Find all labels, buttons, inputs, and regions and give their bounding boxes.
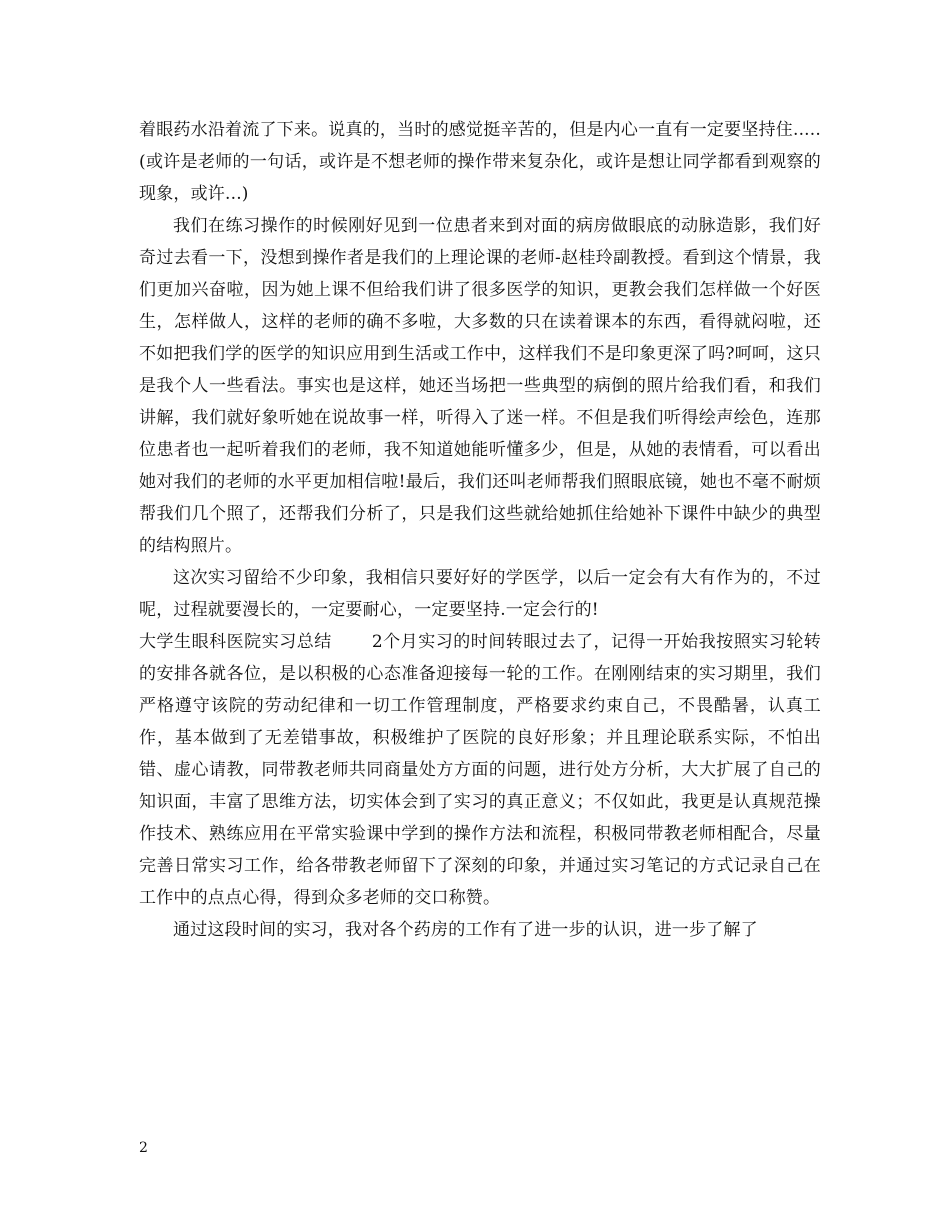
section-first-paragraph: 2个月实习的时间转眼过去了，记得一开始我按照实习轮转的安排各就各位，是以积极的心态准备迎接每一轮的工作。在刚刚结束的实习期里，我们严格遵守该院的劳动纪律和一切工作管理制度，严格要求约束自己，不畏酷暑，认真工作，基本做到了无差错事故，积极维护了医院的良好形象；并且理论联系实际，不怕出错、虚心请教，同带教老师共同商量处方方面的问题，进行处方分析，大大扩展了自己的知识面，丰富了思维方法，切实体会到了实习的真正意义；不仅如此，我更是认真规范操作技术、熟练应用在平常实验课中学到的操作方法和流程，积极同带教老师相配合，尽量完善日常实习工作，给各带教老师留下了深刻的印象，并通过实习笔记的方式记录自己在工作中的点点心得，得到众多老师的交口称赞。 xyxy=(139,632,822,908)
paragraph-last: 通过这段时间的实习，我对各个药房的工作有了进一步的认识，进一步了解了 xyxy=(173,920,758,940)
document-body xyxy=(139,114,821,946)
paragraph-2: 我们在练习操作的时候刚好见到一位患者来到对面的病房做眼底的动脉造影，我们好奇过去看一下，没想到操作者是我们的上理论课的老师-赵桂玲副教授。看到这个情景，我们更加兴奋啦，因为她上课不但给我们讲了很多医学的知识，更教会我们怎样做一个好医生，怎样做人，这样的老师的确不多啦，大多数的只在读着课本的东西，看得就闷啦，还不如把我们学的医学的知识应用到生活或工作中，这样我们不是印象更深了吗?呵呵，这只是我个人一些看法。事实也是这样，她还当场把一些典型的病倒的照片给我们看，和我们讲解，我们就好象听她在说故事一样，听得入了迷一样。不但是我们听得绘声绘色，连那位患者也一起听着我们的老师，我不知道她能听懂多少，但是，从她的表情看，可以看出她对我们的老师的水平更加相信啦!最后，我们还叫老师帮我们照眼底镜，她也不毫不耐烦帮我们几个照了，还帮我们分析了，只是我们这些就给她抓住给她补下课件中缺少的典型的结构照片。 xyxy=(139,216,821,556)
paragraph-1: 着眼药水沿着流了下来。说真的，当时的感觉挺辛苦的，但是内心一直有一定要坚持住.....(或许是老师的一句话，或许是不想老师的操作带来复杂化，或许是想让同学都看到观察的现象，或许...) xyxy=(139,120,821,204)
paragraph-3: 这次实习留给不少印象，我相信只要好好的学医学，以后一定会有大有作为的，不过呢，过程就要漫长的，一定要耐心，一定要坚持.一定会行的! xyxy=(139,568,821,620)
section-heading: 大学生眼科医院实习总结 xyxy=(139,632,332,652)
page-number: 2 xyxy=(139,1140,148,1156)
section-paragraph xyxy=(139,626,821,914)
